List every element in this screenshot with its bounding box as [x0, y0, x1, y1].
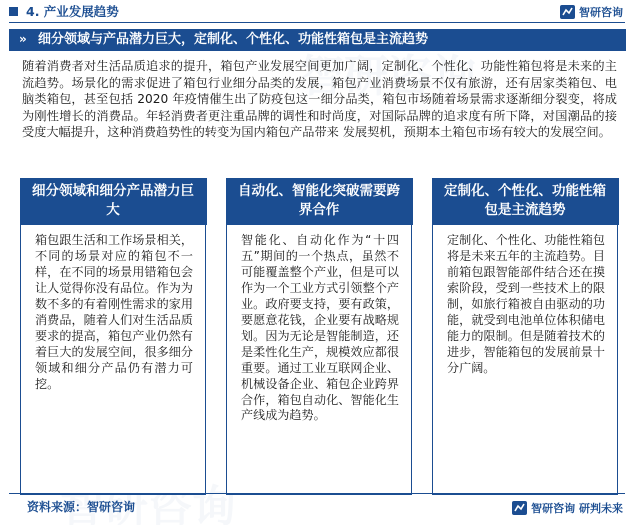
card-body: 定制化、个性化、功能性箱包将是未来五年的主流趋势。目前箱包跟智能部件结合还在摸索阶段，受到一些技术上的限制，如旅行箱被自由驱动的功能，就受到电池单位体积储电能力的限制。但是随着技术的进步，智能箱包的发展前景十分广阔。	[447, 233, 605, 375]
footer-brand	[512, 500, 623, 516]
double-chevron-icon: »	[19, 32, 25, 46]
section-header	[0, 0, 635, 24]
brand-logo	[560, 4, 623, 20]
page-footer	[0, 492, 635, 525]
trend-card	[20, 178, 206, 495]
footer-brand-text: 智研咨询 研判未来	[531, 502, 623, 515]
brand-logo-icon	[512, 501, 527, 515]
section-title: 4. 产业发展趋势	[26, 4, 119, 19]
brand-logo-icon	[560, 5, 575, 19]
trend-card	[432, 178, 618, 495]
intro-paragraph: 随着消费者对生活品质追求的提升，箱包产业发展空间更加广阔，定制化、个性化、功能性箱包将是未来的主流趋势。场景化的需求促进了箱包行业细分品类的发展，箱包产业消费场景不仅有旅游，还有居家类箱包、电脑类箱包，甚至包括 2020 年疫情催生出了防疫包这一细分品类，箱包市场随着场景需求逐渐细分裂变，将成为刚性增长的消费品。年轻消费者更注重品牌的调性和时尚度，对国际品牌的追求度有所下降，对国潮品的接受度大幅提升，这种消费趋势性的转变为国内箱包产品带来 发展契机，预期本土箱包市场有较大的发展空间。	[22, 59, 617, 140]
source-note: 资料来源：智研咨询	[27, 500, 136, 514]
footer-divider	[9, 493, 625, 494]
header-divider	[9, 22, 625, 23]
banner-title: 细分领域与产品潜力巨大，定制化、个性化、功能性箱包是主流趋势	[38, 32, 429, 47]
card-body: 箱包跟生活和工作场景相关，不同的场景对应的箱包不一样，在不同的场景用错箱包会让人觉得你没有品位。作为为数不多的有着刚性需求的家用消费品，随着人们对生活品质要求的提高，箱包产业仍然有着巨大的发展空间，很多细分领域和细分产品仍有潜力可挖。	[35, 233, 193, 391]
card-title: 定制化、个性化、功能性箱包是主流趋势	[432, 178, 619, 225]
card-title: 自动化、智能化突破需要跨界合作	[226, 178, 413, 225]
section-marker-icon	[9, 7, 18, 16]
trend-card	[226, 178, 412, 495]
card-body: 智能化、自动化作为“十四五”期间的一个热点，虽然不可能覆盖整个产业，但是可以作为一个工业方式引领整个产业。政府要支持，要有政策，要愿意花钱，企业要有战略规划。因为无论是智能制造，还是柔性化生产，规模效应都很重要。通过工业互联网企业、机械设备企业、箱包企业跨界合作，箱包自动化、智能化生产线成为趋势。	[241, 233, 399, 423]
card-title: 细分领域和细分产品潜力巨大	[20, 178, 207, 225]
section-banner	[9, 29, 626, 51]
brand-name: 智研咨询	[579, 6, 623, 19]
